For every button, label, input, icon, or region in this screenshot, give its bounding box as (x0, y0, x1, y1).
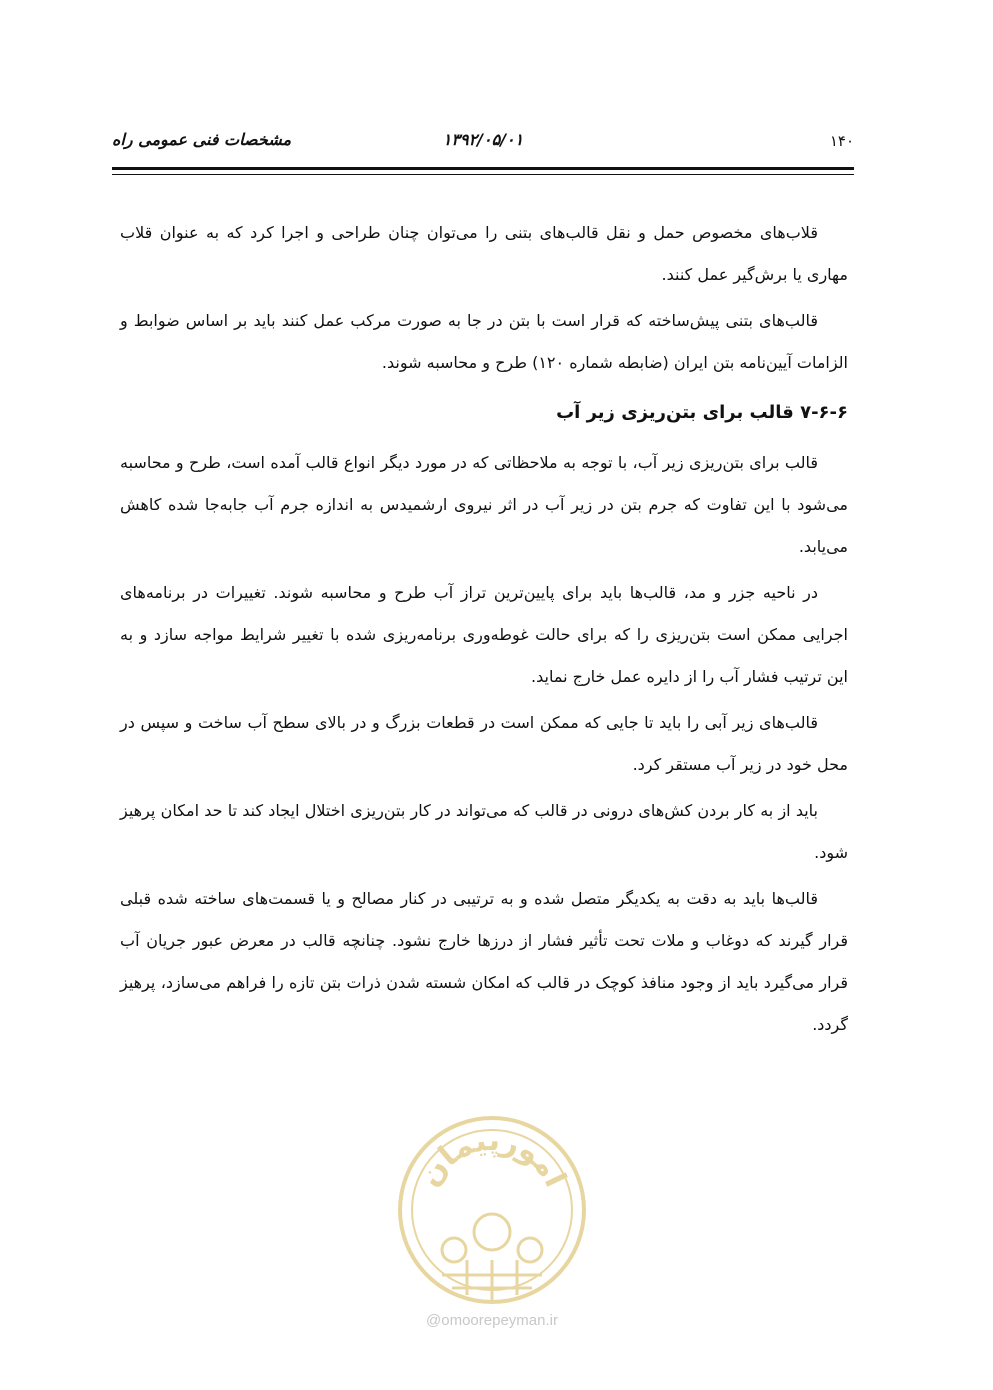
paragraph-underwater-design: قالب برای بتن‌ریزی زیر آب، با توجه به ملاحظاتی که در مورد دیگر انواع قالب آمده است، طرح و محاسبه می‌شود با این تفاوت که جرم بتن در زیر آب در اثر نیروی ارشمیدس به اندازه جرم آب جابه‌جا شده کاهش می‌یابد. (120, 453, 848, 556)
paragraph-large-segments: قالب‌های زیر آبی را باید تا جایی که ممکن است در قطعات بزرگ و در بالای سطح آب ساخت و سپس در محل خود در زیر آب مستقر کرد. (120, 713, 848, 774)
paragraph-internal-ties: باید از به کار بردن کش‌های درونی در قالب که می‌تواند در کار بتن‌ریزی اختلال ایجاد کند تا حد امکان پرهیز شود. (120, 801, 848, 862)
page-number: ۱۴۰ (829, 132, 854, 150)
header-title: مشخصات فنی عمومی راه (112, 130, 292, 149)
header-rule-thick (112, 167, 854, 170)
paragraph-precast-forms: قالب‌های بتنی پیش‌ساخته که قرار است با بتن در جا به صورت مرکب عمل کنند باید بر اساس ضوابط و الزامات آیین‌نامه بتن ایران (ضابطه شماره ۱۲۰) طرح و محاسبه شوند. (120, 311, 848, 372)
watermark-caption: @omoorepeyman.ir (426, 1312, 558, 1329)
paragraph-hooks: قلاب‌های مخصوص حمل و نقل قالب‌های بتنی را می‌توان چنان طراحی و اجرا کرد که به عنوان قلاب مهاری یا برش‌گیر عمل کنند. (120, 223, 848, 284)
paragraph-tidal-zone: در ناحیه جزر و مد، قالب‌ها باید برای پایین‌ترین تراز آب طرح و محاسبه شوند. تغییرات در برنامه‌های اجرایی ممکن است بتن‌ریزی را که برای حالت غوطه‌وری برنامه‌ریزی شده با تغییر شرایط مواجه سازد و به این ترتیب فشار آب را از دایره عمل خارج نماید. (120, 583, 848, 686)
svg-text:امورپیمان (412, 1123, 573, 1193)
watermark-seal-icon (392, 1110, 592, 1310)
header-rule-thin (112, 174, 854, 175)
document-body (120, 212, 848, 1050)
header-date: ۱۳۹۲/۰۵/۰۱ (442, 130, 524, 149)
section-heading: ۷-۶-۶ قالب برای بتن‌ریزی زیر آب (556, 402, 848, 423)
paragraph-joints: قالب‌ها باید به دقت به یکدیگر متصل شده و به ترتیبی در کنار مصالح و یا قسمت‌های ساخته شده قبلی قرار گیرند که دوغاب و ملات تحت تأثیر فشار از درزها خارج نشود. چنانچه قالب در معرض عبور جریان آب قرار می‌گیرد باید از وجود منافذ کوچک در قالب که امکان شسته شدن ذرات بتن تازه را فراهم می‌سازد، پرهیز گردد. (120, 889, 848, 1034)
seal-text: امورپیمان (411, 1122, 573, 1193)
page-header (112, 128, 854, 158)
